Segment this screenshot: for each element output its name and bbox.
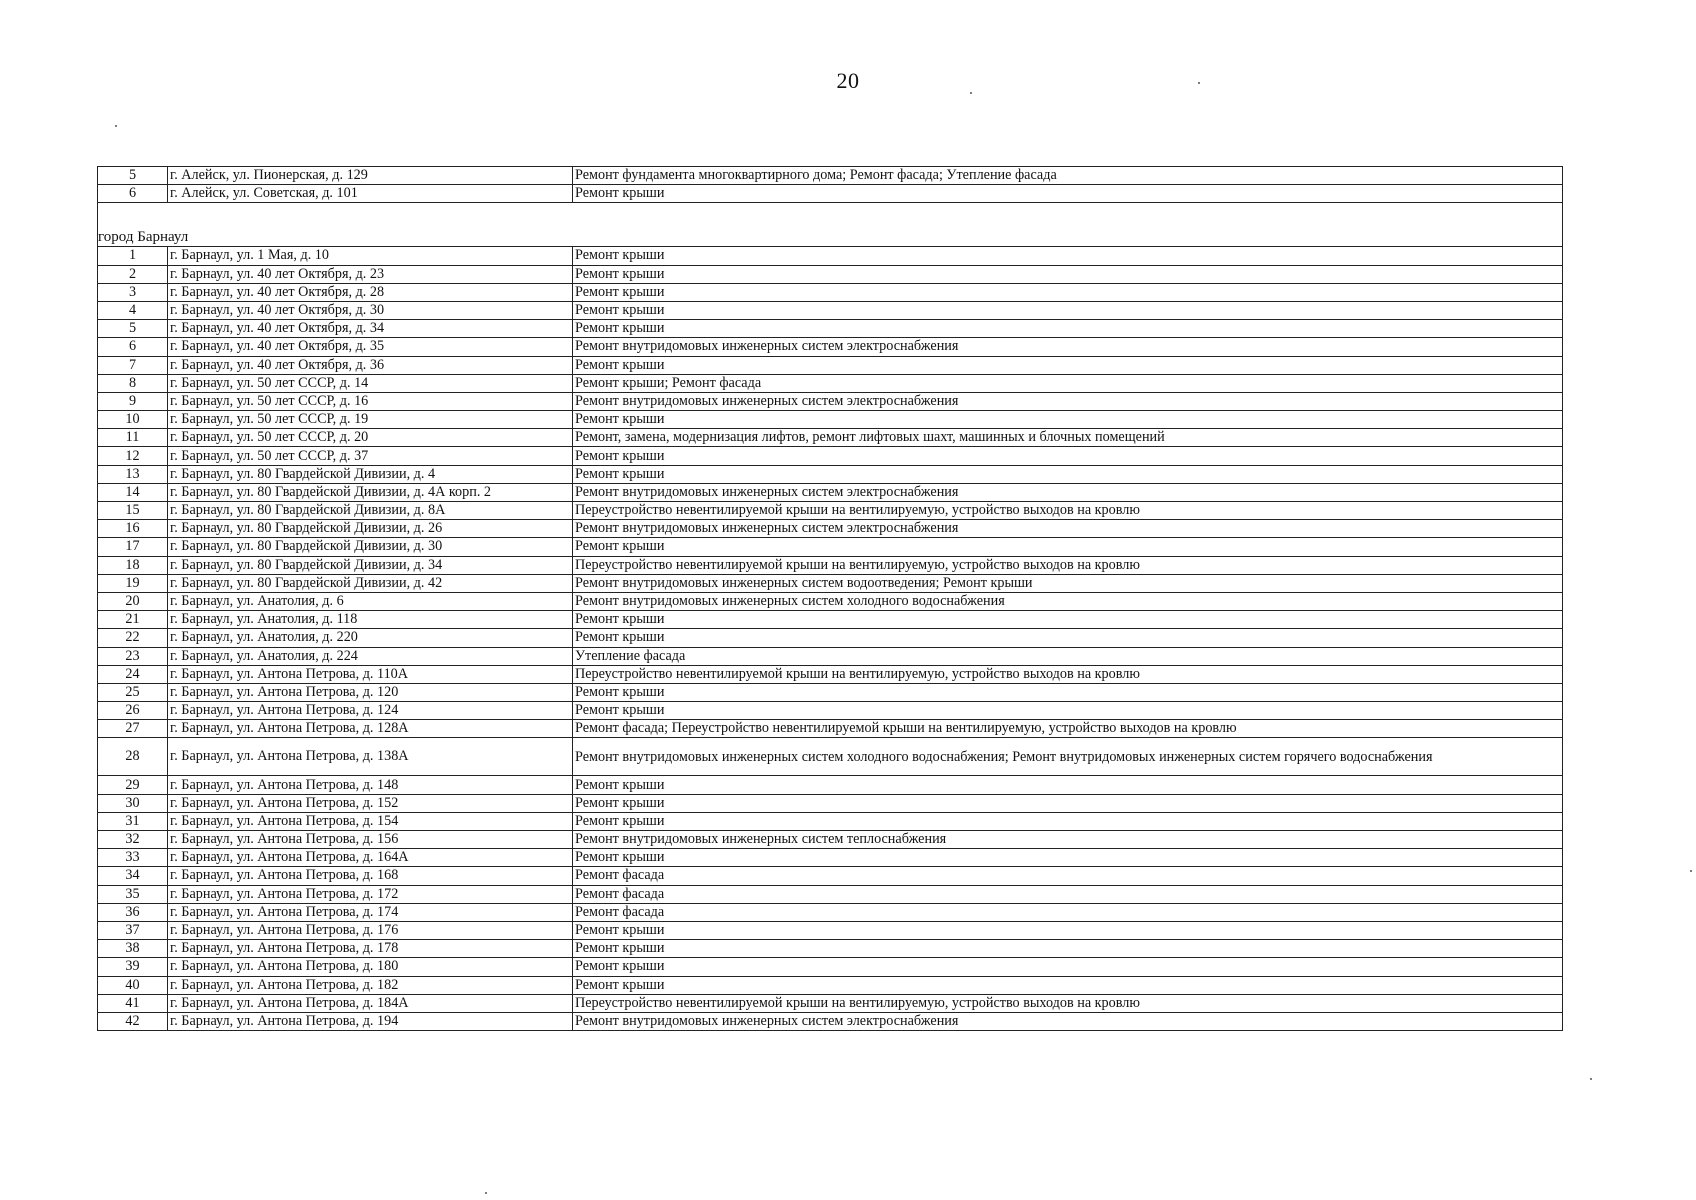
row-work-type: Ремонт внутридомовых инженерных систем электроснабжения [573, 392, 1563, 410]
table-row [98, 831, 1563, 849]
row-work-type: Ремонт крыши [573, 538, 1563, 556]
row-number: 10 [98, 411, 168, 429]
table-row [98, 356, 1563, 374]
row-address: г. Барнаул, ул. Антона Петрова, д. 110А [168, 665, 573, 683]
row-address: г. Барнаул, ул. 50 лет СССР, д. 16 [168, 392, 573, 410]
row-work-type: Ремонт крыши [573, 356, 1563, 374]
section-title: город Барнаул [98, 203, 1563, 247]
row-address: г. Барнаул, ул. Антона Петрова, д. 120 [168, 683, 573, 701]
row-work-type: Ремонт крыши [573, 411, 1563, 429]
scan-speck [115, 125, 117, 127]
table-row [98, 483, 1563, 501]
table-row [98, 921, 1563, 939]
row-work-type: Ремонт крыши [573, 611, 1563, 629]
row-work-type: Ремонт крыши [573, 849, 1563, 867]
table-row [98, 592, 1563, 610]
row-address: г. Барнаул, ул. Антона Петрова, д. 164А [168, 849, 573, 867]
row-address: г. Барнаул, ул. Антона Петрова, д. 152 [168, 794, 573, 812]
table-row [98, 283, 1563, 301]
table-row [98, 185, 1563, 203]
section-row [98, 203, 1563, 247]
row-work-type: Ремонт крыши [573, 976, 1563, 994]
row-work-type: Ремонт внутридомовых инженерных систем холодного водоснабжения [573, 592, 1563, 610]
table-row [98, 465, 1563, 483]
table-row [98, 429, 1563, 447]
table-row [98, 247, 1563, 265]
row-work-type: Ремонт крыши [573, 247, 1563, 265]
row-work-type: Ремонт крыши [573, 447, 1563, 465]
row-address: г. Барнаул, ул. Антона Петрова, д. 138А [168, 738, 573, 776]
row-number: 11 [98, 429, 168, 447]
row-work-type: Ремонт крыши [573, 185, 1563, 203]
row-address: г. Барнаул, ул. 40 лет Октября, д. 28 [168, 283, 573, 301]
table-row [98, 574, 1563, 592]
row-work-type: Переустройство невентилируемой крыши на вентилируемую, устройство выходов на кровлю [573, 665, 1563, 683]
row-number: 21 [98, 611, 168, 629]
row-work-type: Ремонт крыши; Ремонт фасада [573, 374, 1563, 392]
table-row [98, 301, 1563, 319]
row-work-type: Ремонт крыши [573, 921, 1563, 939]
row-number: 27 [98, 720, 168, 738]
row-work-type: Ремонт крыши [573, 629, 1563, 647]
row-number: 12 [98, 447, 168, 465]
table-row [98, 720, 1563, 738]
row-work-type: Ремонт фасада [573, 903, 1563, 921]
row-number: 31 [98, 812, 168, 830]
table-row [98, 320, 1563, 338]
row-work-type: Ремонт крыши [573, 958, 1563, 976]
table-row [98, 338, 1563, 356]
row-work-type: Ремонт внутридомовых инженерных систем электроснабжения [573, 1012, 1563, 1030]
row-work-type: Ремонт крыши [573, 465, 1563, 483]
table-row [98, 167, 1563, 185]
table-row [98, 738, 1563, 776]
row-number: 33 [98, 849, 168, 867]
row-number: 17 [98, 538, 168, 556]
scan-speck [1590, 1078, 1592, 1080]
table-row [98, 611, 1563, 629]
row-address: г. Барнаул, ул. Анатолия, д. 6 [168, 592, 573, 610]
row-work-type: Утепление фасада [573, 647, 1563, 665]
row-address: г. Барнаул, ул. Антона Петрова, д. 148 [168, 776, 573, 794]
table-row [98, 994, 1563, 1012]
row-work-type: Ремонт, замена, модернизация лифтов, ремонт лифтовых шахт, машинных и блочных помещений [573, 429, 1563, 447]
row-number: 3 [98, 283, 168, 301]
page-number: 20 [836, 68, 860, 93]
table-row [98, 849, 1563, 867]
row-work-type: Ремонт крыши [573, 940, 1563, 958]
row-address: г. Алейск, ул. Советская, д. 101 [168, 185, 573, 203]
row-work-type: Ремонт крыши [573, 776, 1563, 794]
row-work-type: Ремонт крыши [573, 702, 1563, 720]
row-address: г. Барнаул, ул. 1 Мая, д. 10 [168, 247, 573, 265]
row-work-type: Ремонт крыши [573, 265, 1563, 283]
row-work-type: Ремонт крыши [573, 283, 1563, 301]
table-row [98, 903, 1563, 921]
row-number: 9 [98, 392, 168, 410]
row-work-type: Ремонт внутридомовых инженерных систем холодного водоснабжения; Ремонт внутридомовых инженерных систем горячего водоснабжения [573, 738, 1563, 776]
row-number: 7 [98, 356, 168, 374]
row-address: г. Барнаул, ул. 80 Гвардейской Дивизии, д. 42 [168, 574, 573, 592]
row-address: г. Барнаул, ул. 80 Гвардейской Дивизии, д. 30 [168, 538, 573, 556]
table-row [98, 447, 1563, 465]
row-number: 35 [98, 885, 168, 903]
row-number: 13 [98, 465, 168, 483]
row-number: 15 [98, 502, 168, 520]
row-address: г. Барнаул, ул. 50 лет СССР, д. 20 [168, 429, 573, 447]
row-work-type: Ремонт фасада [573, 885, 1563, 903]
table-row [98, 976, 1563, 994]
row-number: 42 [98, 1012, 168, 1030]
row-number: 2 [98, 265, 168, 283]
row-number: 5 [98, 167, 168, 185]
row-number: 26 [98, 702, 168, 720]
row-address: г. Барнаул, ул. Антона Петрова, д. 124 [168, 702, 573, 720]
row-work-type: Переустройство невентилируемой крыши на вентилируемую, устройство выходов на кровлю [573, 556, 1563, 574]
table-row [98, 556, 1563, 574]
row-number: 19 [98, 574, 168, 592]
table-row [98, 265, 1563, 283]
row-number: 39 [98, 958, 168, 976]
scan-speck [1198, 82, 1200, 84]
row-address: г. Барнаул, ул. 50 лет СССР, д. 14 [168, 374, 573, 392]
table-row [98, 520, 1563, 538]
table-row [98, 629, 1563, 647]
table-row [98, 776, 1563, 794]
table-row [98, 665, 1563, 683]
row-address: г. Барнаул, ул. Антона Петрова, д. 168 [168, 867, 573, 885]
barnaul-section-header [98, 203, 1563, 247]
row-work-type: Ремонт фасада [573, 867, 1563, 885]
row-work-type: Ремонт крыши [573, 320, 1563, 338]
row-address: г. Барнаул, ул. Антона Петрова, д. 174 [168, 903, 573, 921]
row-address: г. Барнаул, ул. 80 Гвардейской Дивизии, д. 34 [168, 556, 573, 574]
row-address: г. Барнаул, ул. 40 лет Октября, д. 23 [168, 265, 573, 283]
row-work-type: Ремонт внутридомовых инженерных систем электроснабжения [573, 520, 1563, 538]
row-address: г. Барнаул, ул. Антона Петрова, д. 154 [168, 812, 573, 830]
row-number: 8 [98, 374, 168, 392]
table-row [98, 392, 1563, 410]
row-number: 1 [98, 247, 168, 265]
row-work-type: Ремонт внутридомовых инженерных систем теплоснабжения [573, 831, 1563, 849]
row-number: 34 [98, 867, 168, 885]
row-number: 20 [98, 592, 168, 610]
row-address: г. Барнаул, ул. Антона Петрова, д. 172 [168, 885, 573, 903]
row-address: г. Барнаул, ул. Антона Петрова, д. 178 [168, 940, 573, 958]
row-address: г. Барнаул, ул. 50 лет СССР, д. 19 [168, 411, 573, 429]
table-row [98, 812, 1563, 830]
table-row [98, 940, 1563, 958]
table-row [98, 647, 1563, 665]
row-work-type: Ремонт внутридомовых инженерных систем водоотведения; Ремонт крыши [573, 574, 1563, 592]
row-work-type: Ремонт фасада; Переустройство невентилируемой крыши на вентилируемую, устройство выходов на кровлю [573, 720, 1563, 738]
row-address: г. Барнаул, ул. Антона Петрова, д. 194 [168, 1012, 573, 1030]
table-row [98, 683, 1563, 701]
row-number: 6 [98, 338, 168, 356]
scan-speck [485, 1192, 487, 1194]
row-address: г. Барнаул, ул. Антона Петрова, д. 176 [168, 921, 573, 939]
row-work-type: Ремонт внутридомовых инженерных систем электроснабжения [573, 338, 1563, 356]
row-number: 32 [98, 831, 168, 849]
row-number: 23 [98, 647, 168, 665]
row-address: г. Барнаул, ул. Антона Петрова, д. 184А [168, 994, 573, 1012]
row-address: г. Барнаул, ул. Антона Петрова, д. 182 [168, 976, 573, 994]
table-row [98, 1012, 1563, 1030]
row-number: 41 [98, 994, 168, 1012]
row-number: 22 [98, 629, 168, 647]
row-number: 18 [98, 556, 168, 574]
row-address: г. Барнаул, ул. Антона Петрова, д. 180 [168, 958, 573, 976]
row-number: 29 [98, 776, 168, 794]
row-work-type: Ремонт крыши [573, 812, 1563, 830]
row-address: г. Барнаул, ул. 40 лет Октября, д. 34 [168, 320, 573, 338]
scan-speck [970, 92, 972, 94]
row-work-type: Ремонт крыши [573, 794, 1563, 812]
row-address: г. Барнаул, ул. 40 лет Октября, д. 36 [168, 356, 573, 374]
row-number: 4 [98, 301, 168, 319]
table-row [98, 867, 1563, 885]
row-address: г. Барнаул, ул. 80 Гвардейской Дивизии, д. 8А [168, 502, 573, 520]
row-address: г. Барнаул, ул. Антона Петрова, д. 156 [168, 831, 573, 849]
row-work-type: Переустройство невентилируемой крыши на вентилируемую, устройство выходов на кровлю [573, 994, 1563, 1012]
row-address: г. Барнаул, ул. 40 лет Октября, д. 35 [168, 338, 573, 356]
row-work-type: Ремонт фундамента многоквартирного дома; Ремонт фасада; Утепление фасада [573, 167, 1563, 185]
row-number: 36 [98, 903, 168, 921]
row-address: г. Барнаул, ул. Антона Петрова, д. 128А [168, 720, 573, 738]
row-number: 37 [98, 921, 168, 939]
row-number: 5 [98, 320, 168, 338]
row-number: 24 [98, 665, 168, 683]
table-row [98, 794, 1563, 812]
table-row [98, 374, 1563, 392]
row-number: 40 [98, 976, 168, 994]
table-row [98, 885, 1563, 903]
row-number: 6 [98, 185, 168, 203]
table-row [98, 958, 1563, 976]
row-address: г. Барнаул, ул. Анатолия, д. 220 [168, 629, 573, 647]
row-number: 38 [98, 940, 168, 958]
table-row [98, 411, 1563, 429]
row-address: г. Барнаул, ул. 80 Гвардейской Дивизии, д. 26 [168, 520, 573, 538]
row-work-type: Переустройство невентилируемой крыши на вентилируемую, устройство выходов на кровлю [573, 502, 1563, 520]
scan-speck [1690, 870, 1692, 872]
alejsk-section [98, 167, 1563, 203]
registry-table [97, 166, 1563, 1031]
row-address: г. Барнаул, ул. 80 Гвардейской Дивизии, д. 4А корп. 2 [168, 483, 573, 501]
row-number: 30 [98, 794, 168, 812]
row-number: 28 [98, 738, 168, 776]
row-number: 14 [98, 483, 168, 501]
barnaul-section [98, 247, 1563, 1031]
row-work-type: Ремонт крыши [573, 683, 1563, 701]
row-number: 16 [98, 520, 168, 538]
row-number: 25 [98, 683, 168, 701]
row-address: г. Барнаул, ул. 50 лет СССР, д. 37 [168, 447, 573, 465]
row-address: г. Алейск, ул. Пионерская, д. 129 [168, 167, 573, 185]
row-address: г. Барнаул, ул. Анатолия, д. 118 [168, 611, 573, 629]
table-row [98, 502, 1563, 520]
row-address: г. Барнаул, ул. Анатолия, д. 224 [168, 647, 573, 665]
row-address: г. Барнаул, ул. 40 лет Октября, д. 30 [168, 301, 573, 319]
row-work-type: Ремонт внутридомовых инженерных систем электроснабжения [573, 483, 1563, 501]
row-work-type: Ремонт крыши [573, 301, 1563, 319]
table-row [98, 538, 1563, 556]
row-address: г. Барнаул, ул. 80 Гвардейской Дивизии, д. 4 [168, 465, 573, 483]
table-row [98, 702, 1563, 720]
